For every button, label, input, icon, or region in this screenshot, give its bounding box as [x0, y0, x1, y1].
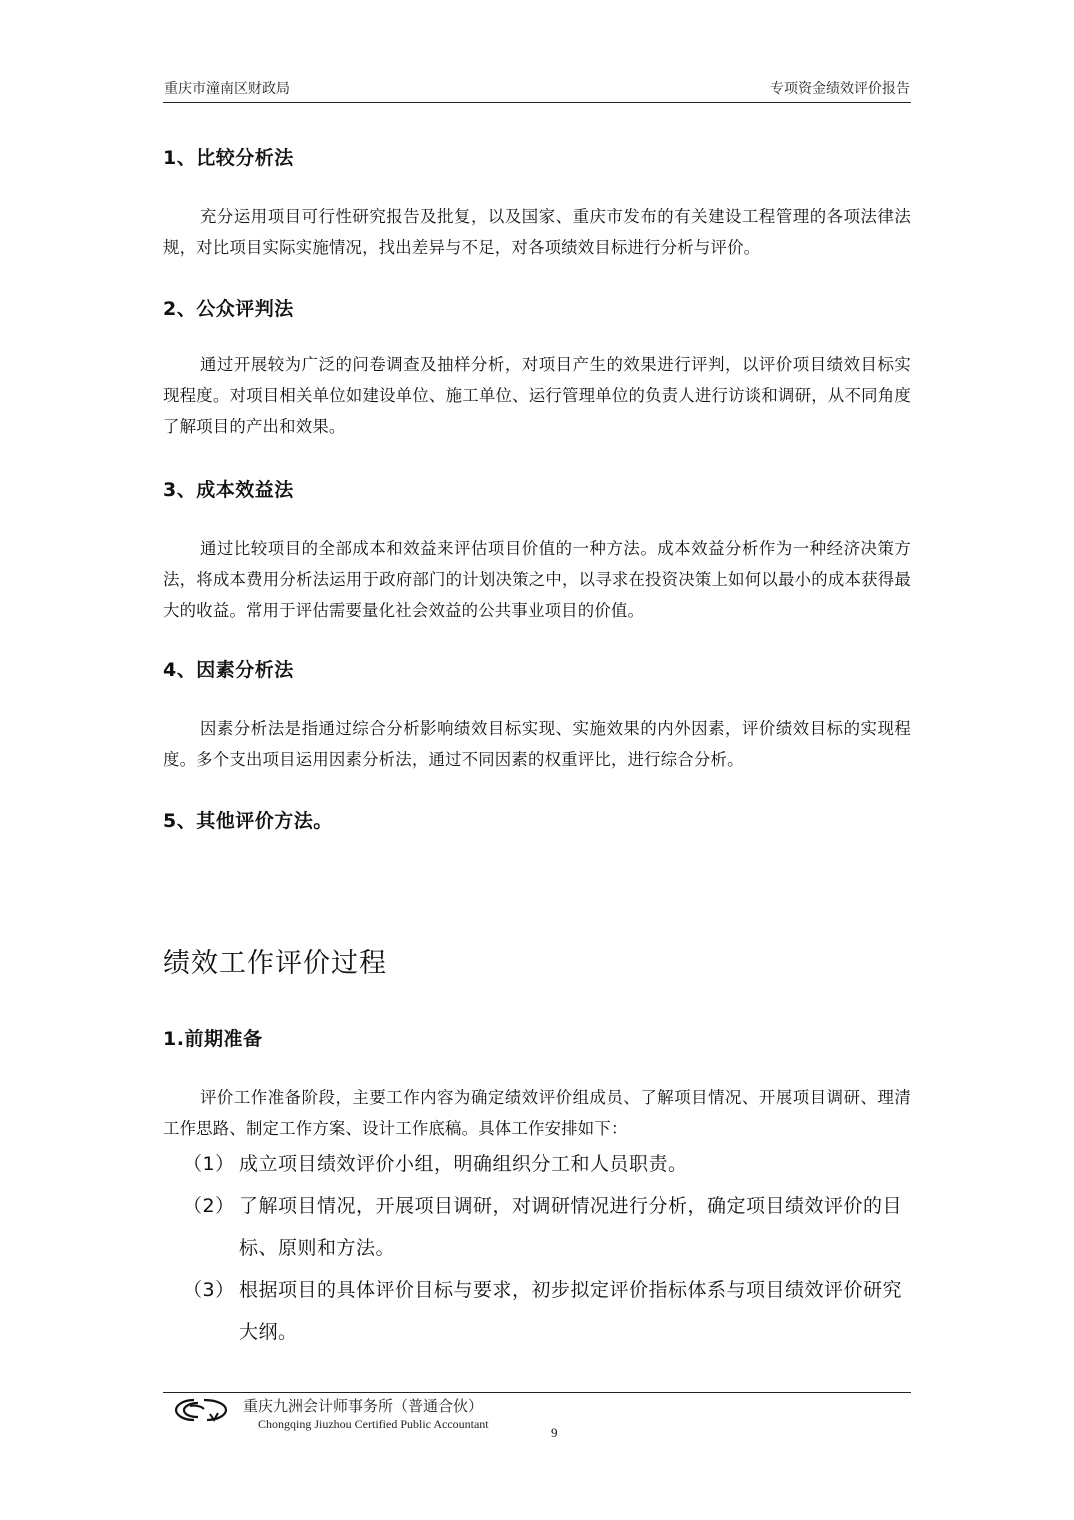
section-title: 绩效工作评价过程 [163, 948, 387, 979]
method-1-title: 1、比较分析法 [163, 147, 294, 169]
list-item-text: 了解项目情况，开展项目调研，对调研情况进行分析，确定项目绩效评价的目标、原则和方法。 [239, 1195, 903, 1259]
footer-firm-name-en: Chongqing Jiuzhou Certified Public Accountant [258, 1417, 489, 1431]
method-1-body: 充分运用项目可行性研究报告及批复，以及国家、重庆市发布的有关建设工程管理的各项法律法规，对比项目实际实施情况，找出差异与不足，对各项绩效目标进行分析与评价。 [163, 207, 911, 257]
list-item-text: 根据项目的具体评价目标与要求，初步拟定评价指标体系与项目绩效评价研究大纲。 [239, 1279, 903, 1343]
header-left-text: 重庆市潼南区财政局 [164, 81, 290, 97]
footer-divider [163, 1392, 911, 1393]
list-item [183, 1143, 911, 1185]
list-item [183, 1269, 911, 1353]
method-2-title: 2、公众评判法 [163, 298, 294, 320]
firm-logo-icon [174, 1396, 228, 1424]
list-item [183, 1185, 911, 1269]
method-2-body: 通过开展较为广泛的问卷调查及抽样分析，对项目产生的效果进行评判，以评价项目绩效目标实现程度。对项目相关单位如建设单位、施工单位、运行管理单位的负责人进行访谈和调研，从不同角度了解项目的产出和效果。 [163, 355, 911, 436]
method-5-title: 5、其他评价方法。 [163, 810, 333, 832]
page-header [163, 76, 911, 103]
method-4-body: 因素分析法是指通过综合分析影响绩效目标实现、实施效果的内外因素，评价绩效目标的实现程度。多个支出项目运用因素分析法，通过不同因素的权重评比，进行综合分析。 [163, 719, 911, 769]
list-item-text: 成立项目绩效评价小组，明确组织分工和人员职责。 [239, 1153, 688, 1175]
method-3-body: 通过比较项目的全部成本和效益来评估项目价值的一种方法。成本效益分析作为一种经济决策方法，将成本费用分析法运用于政府部门的计划决策之中，以寻求在投资决策上如何以最小的成本获得最大的收益。常用于评估需要量化社会效益的公共事业项目的价值。 [163, 539, 911, 620]
list-item-number: （1） [183, 1153, 235, 1175]
list-item-number: （2） [183, 1195, 235, 1217]
header-right-text: 专项资金绩效评价报告 [770, 81, 910, 97]
method-4-title: 4、因素分析法 [163, 659, 294, 681]
page-number: 9 [551, 1425, 558, 1440]
footer-firm-name: 重庆九洲会计师事务所（普通合伙） [243, 1397, 484, 1415]
section-intro: 评价工作准备阶段，主要工作内容为确定绩效评价组成员、了解项目情况、开展项目调研、理清工作思路、制定工作方案、设计工作底稿。具体工作安排如下： [163, 1088, 911, 1138]
method-3-title: 3、成本效益法 [163, 479, 294, 501]
list-item-number: （3） [183, 1279, 235, 1301]
subsection-title: 1.前期准备 [163, 1028, 263, 1050]
